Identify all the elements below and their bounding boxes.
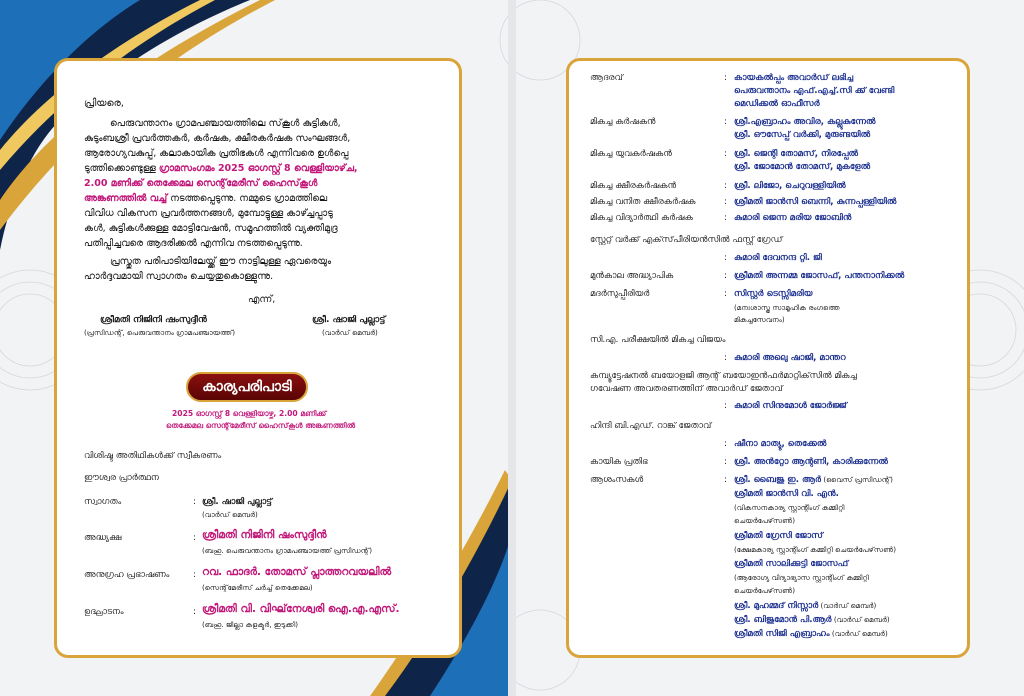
honour-value: പെരുവന്താനം എഫ്.എച്ച്.സി ക്ക് വേണ്ടി xyxy=(734,86,895,96)
colon: : xyxy=(724,439,727,449)
para1-line: കൾ, കുട്ടികൾക്കുള്ള മോട്ടിവേഷൻ, സമൂഹത്തിൽ വ്യക്തിമുദ്ര xyxy=(84,223,338,234)
honour-label: മുൻകാല അദ്ധ്യാപിക xyxy=(590,271,674,281)
wish-entry xyxy=(734,474,893,486)
honour-value: ശ്രീമതി ജാൻസി ബെന്നി, കുന്നപ്പള്ളിയിൽ xyxy=(734,197,897,207)
wish-name: ശ്രീമതി സിജി എബ്രാഹം xyxy=(734,629,830,639)
colon: : xyxy=(724,73,727,83)
honour-note: (മനഃശാസ്ത്ര സാമൂഹിക രംഗത്തെ xyxy=(734,303,840,312)
para2-line: ഹാർദ്ദവമായി സ്വാഗതം ചെയ്യതുകൊള്ളുന്നു. xyxy=(84,271,274,282)
honour-label: മികച്ച വിദ്യാർത്ഥി കർഷക xyxy=(590,213,693,223)
award-name: കുമാരി അലെു ഷാജി, മാന്തറ xyxy=(734,353,846,363)
award-title: ഗവേഷണ അവതരണത്തിന് അവാർഡ് ജേതാവ് xyxy=(590,384,783,394)
para1-text: നടത്തപ്പെടുന്നു. നമ്മുടെ ഗ്രാമത്തിലെ xyxy=(167,193,328,204)
honour-label: ആദരവ് xyxy=(590,73,623,83)
wish-name: ശ്രീമതി സാലിക്കുട്ടി ജോസഫ് xyxy=(734,559,849,569)
colon: : xyxy=(193,570,196,580)
wish-entry xyxy=(734,600,876,612)
honour-label: മികച്ച യുവകർഷകൻ xyxy=(590,149,672,159)
award-title: കമ്പ്യൂട്ടേഷനൽ ബയോളജി ആന്റ് ബയോഇൻഫർമാറ്റിക്‌സിൽ മികച്ച xyxy=(590,371,857,381)
honour-value: ശ്രീ. ലിജോ, ചെറുവള്ളിയിൽ xyxy=(734,181,846,191)
honour-note: മികച്ചസേവനം) xyxy=(734,315,785,324)
wish-entry xyxy=(734,614,890,626)
honour-value: ശ്രീ.എബ്രാഹം അവിര, കല്ലുകുന്നേൽ xyxy=(734,117,876,127)
wish-role: (വാർഡ് മെമ്പർ) xyxy=(831,615,890,624)
para1-line: പെരുവന്താനം ഗ്രാമപഞ്ചായത്തിലെ സ്‌കൂൾ കുട്ടികൾ, xyxy=(110,118,341,129)
honour-value: ശ്രീമതി അന്നമ്മ ജോസഫ്, പന്തനാനിക്കൽ xyxy=(734,271,905,281)
honour-value: കായകൽപ്പം അവാർഡ് ലഭിച്ച xyxy=(734,73,854,83)
wish-role: (വൈസ് പ്രസിഡന്റ്) xyxy=(821,475,893,484)
colon: : xyxy=(724,353,727,363)
colon: : xyxy=(724,197,727,207)
program-role: (സെന്റ്‌മേരീസ് ചർച്ച് തെക്കേമല) xyxy=(202,583,313,592)
colon: : xyxy=(724,289,727,299)
honour-label: ആശംസകൾ xyxy=(590,475,644,485)
signatory-2-role: (വാർഡ് മെമ്പർ) xyxy=(322,328,378,337)
event-date-highlight: ഗ്രാമസംഗമം 2025 ഓഗസ്റ്റ് 8 വെള്ളിയാഴ്‌ച, xyxy=(158,163,358,174)
colon: : xyxy=(724,181,727,191)
award-title: സി.എ. പരീക്ഷയിൽ മികച്ച വിജയം xyxy=(590,335,726,345)
program-role: (ബഹു. ജില്ലാ കളക്ടർ, ഇടുക്കി) xyxy=(202,620,299,629)
signatory-2-name: ശ്രീ. ഷാജി പുല്ലാട്ട് xyxy=(312,315,386,325)
honour-label: മദർസുപ്പീരിയർ xyxy=(590,289,650,299)
colon: : xyxy=(193,607,196,617)
para1-line xyxy=(84,193,327,205)
para2-line: പ്രസ്തുത പരിപാടിയിലേയ്ക്ക് ഈ നാട്ടിലുള്ള ഏവരെയും xyxy=(110,256,332,267)
honour-label: കായിക പ്രതിഭ xyxy=(590,457,648,467)
honour-value: മെഡിക്കൽ ഓഫീസർ xyxy=(734,99,820,109)
program-name: ശ്രീ. ഷാജി പുല്ലാട്ട് xyxy=(202,497,272,507)
honour-value: ശ്രീ. അൻറ്റോ ആന്റണി, കാരിക്കുന്നേൽ xyxy=(734,457,888,467)
yours-text: എന്ന്, xyxy=(248,294,276,305)
award-title: ഹിന്ദി ബി.എഡ്. റാങ്ക് ജേതാവ് xyxy=(590,421,712,431)
program-name: ശ്രീമതി വി. വിഘ്‌നേശ്വരി ഐ.എ.എസ്. xyxy=(202,603,400,615)
award-title: സ്റ്റേറ്റ് വർക്ക് എക്‌സ്‌പീരിയൻസിൽ ഫസ്റ്റ് ഗ്രേഡ് xyxy=(590,235,783,245)
program-label: അദ്ധ്യക്ഷ xyxy=(84,533,122,543)
para1-line xyxy=(84,163,358,175)
program-label: അനുഗ്രഹ പ്രഭാഷണം xyxy=(84,570,170,580)
honour-value: സിസ്റ്റർ ടെസ്സിമരിയ xyxy=(734,289,813,299)
program-name: ശ്രീമതി നിജിനി ഷംസുദ്ദീൻ xyxy=(202,529,327,541)
event-date-line: 2025 ഓഗസ്റ്റ് 8 വെള്ളിയാഴ്ച, 2.00 മണിക്ക് xyxy=(172,409,327,418)
program-role: (ബഹു. പെരുവന്താനം ഗ്രാമപഞ്ചായത്ത് പ്രസിഡന്റ്) xyxy=(202,546,372,555)
wish-name: ശ്രീമതി ജാൻസി വി. എൻ. xyxy=(734,489,839,499)
wish-name: ശ്രീമതി ഗ്രേസി ജോസ് xyxy=(734,531,823,541)
program-label: ഉദ്ഘാടനം xyxy=(84,607,124,617)
honour-value: കുമാരി ജെന്ന മരിയ ജോബിൻ xyxy=(734,213,852,223)
wish-name: ശ്രീ. ബിജുമോൻ പി.ആർ xyxy=(734,615,832,625)
prayer-item: ഈശ്വര പ്രാർത്ഥന xyxy=(84,473,159,483)
colon: : xyxy=(193,533,196,543)
wish-role: (ആരോഗ്യ വിദ്യാഭ്യാസ സ്റ്റാന്റിംഗ് കമ്മിറ്റി xyxy=(734,573,869,582)
program-badge: കാര്യപരിപാടി xyxy=(186,372,308,402)
program-role: (വാർഡ് മെമ്പർ) xyxy=(202,510,258,519)
reception-item: വിശിഷ്ട അതിഥികൾക്ക് സ്വീകരണം xyxy=(84,451,222,461)
award-name: കുമാരി ദേവനന്ദ റ്റി. ജി xyxy=(734,253,822,263)
wish-role: ചെയർപേഴ്‌സൺ) xyxy=(734,516,796,525)
colon: : xyxy=(724,457,727,467)
para1-line: വിവിധ വികസന പ്രവർത്തനങ്ങൾ, മുമ്പോട്ടുള്ള കാഴ്ച്ചപ്പാടു xyxy=(84,208,333,219)
award-name: ഷീനാ മാത്യു, തെക്കേൽ xyxy=(734,439,827,449)
colon: : xyxy=(724,149,727,159)
colon: : xyxy=(724,475,727,485)
para1-line: കുടുംബശ്രീ പ്രവർത്തകർ, കർഷക, ക്ഷീരകർഷക സംഘങ്ങൾ, xyxy=(84,133,351,144)
para1-text: ടുത്തിക്കൊണ്ടുള്ള xyxy=(84,163,159,174)
wish-role: (വാർഡ് മെമ്പർ) xyxy=(818,601,877,610)
greeting: പ്രിയരെ, xyxy=(84,98,124,109)
colon: : xyxy=(724,253,727,263)
honour-label: മികച്ച വനിത ക്ഷീരകർഷക xyxy=(590,197,696,207)
para1-line: പതിപ്പിച്ചവരെ ആദരിക്കൽ എന്നിവ നടത്തപ്പെടുന്നു. xyxy=(84,238,303,249)
award-name: കുമാരി സിനുമോൾ ജോർജ്ജ് xyxy=(734,401,847,411)
honour-value: ശ്രീ. ജെന്റി തോമസ്, നിരപ്പേൽ xyxy=(734,149,859,159)
signatory-1-name: ശ്രീമതി നിജിനി ഷംസുദ്ദീൻ xyxy=(100,315,207,325)
event-venue-highlight: 2.00 മണിക്ക് തെക്കേമല സെന്റ്‌മേരീസ് ഹൈസ്‌കൂൾ xyxy=(84,178,318,189)
honour-value: ശ്രീ. ജോമോൻ തോമസ്, മുകളേൽ xyxy=(734,162,871,172)
wish-entry xyxy=(734,628,888,640)
wish-role: (ക്ഷേമകാര്യ സ്റ്റാന്റിംഗ് കമ്മിറ്റി ചെയർപേഴ്‌സൺ) xyxy=(734,545,896,554)
program-label: സ്വാഗതം xyxy=(84,497,122,507)
colon: : xyxy=(724,117,727,127)
program-name: റവ. ഫാദർ. തോമസ് പ്ലാത്തറവയലിൽ xyxy=(202,566,392,578)
event-venue-highlight-end: അങ്കണത്തിൽ വച്ച് xyxy=(84,193,168,204)
para1-line: ആരോഗ്യവകുപ്പ്, കലാകായിക പ്രതിഭകൾ എന്നിവരെ ഉൾപ്പെ xyxy=(84,148,349,159)
wish-role: ചെയർപേഴ്‌സൺ) xyxy=(734,586,796,595)
wish-role: (വികസനകാര്യ സ്റ്റാന്റിംഗ് കമ്മിറ്റി xyxy=(734,503,845,512)
wish-name: ശ്രീ. മുഹമ്മദ് നിസ്സാർ xyxy=(734,601,819,611)
honour-label: മികച്ച ക്ഷീരകർഷകൻ xyxy=(590,181,677,191)
colon: : xyxy=(724,401,727,411)
honour-value: ശ്രീ. ഔസേപ്പ് വർക്കി, മുരുണ്ടയിൽ xyxy=(734,130,871,140)
wish-role: (വാർഡ് മെമ്പർ) xyxy=(829,629,888,638)
colon: : xyxy=(724,271,727,281)
honour-label: മികച്ച കർഷകൻ xyxy=(590,117,656,127)
signatory-1-role: (പ്രസിഡന്റ്, പെരുവന്താനം ഗ്രാമപഞ്ചായത്ത്) xyxy=(84,328,236,337)
colon: : xyxy=(193,497,196,507)
wish-name: ശ്രീ. ബൈജു ഇ. ആർ xyxy=(734,475,822,485)
colon: : xyxy=(724,213,727,223)
event-venue-line: തെക്കേമല സെന്റ്‌മേരീസ് ഹൈസ്‌കൂൾ അങ്കണത്തിൽ xyxy=(166,421,356,430)
